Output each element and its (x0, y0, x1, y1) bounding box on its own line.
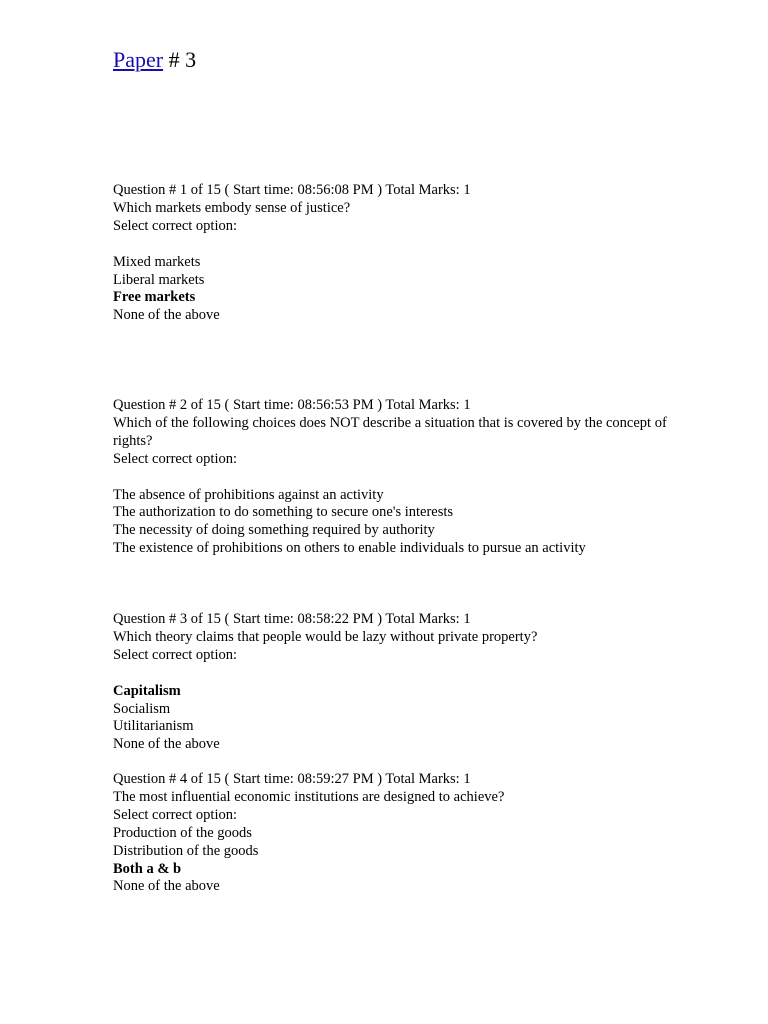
select-prompt: Select correct option: (113, 217, 238, 234)
option: Production of the goods (113, 824, 252, 841)
select-prompt: Select correct option: (113, 646, 238, 663)
option: Mixed markets (113, 253, 201, 270)
option: None of the above (113, 878, 220, 895)
paper-number: # 3 (163, 47, 197, 72)
option: The absence of prohibitions against an activity (113, 486, 384, 503)
question-text: Which theory claims that people would be lazy without private property? (113, 628, 538, 645)
option: Liberal markets (113, 271, 205, 288)
option-correct: Capitalism (113, 682, 181, 699)
select-prompt: Select correct option: (113, 806, 238, 823)
question-header: Question # 3 of 15 ( Start time: 08:58:22 PM ) Total Marks: 1 (113, 611, 471, 627)
spacer (113, 469, 673, 487)
option: Distribution of the goods (113, 842, 259, 859)
question-2 (113, 397, 673, 558)
question-header: Question # 2 of 15 ( Start time: 08:56:53 PM ) Total Marks: 1 (113, 397, 471, 413)
option-correct: Both a & b (113, 860, 182, 877)
question-3 (113, 611, 673, 754)
option: The authorization to do something to secure one's interests (113, 504, 454, 521)
option: The existence of prohibitions on others to enable individuals to pursue an activity (113, 540, 586, 557)
paper-link[interactable]: Paper (113, 47, 164, 72)
option: The necessity of doing something required by authority (113, 522, 435, 539)
page-title (113, 46, 196, 74)
option: Socialism (113, 700, 171, 717)
option: None of the above (113, 307, 220, 324)
spacer (113, 236, 673, 254)
option-correct: Free markets (113, 289, 196, 306)
spacer (113, 665, 673, 683)
question-header: Question # 4 of 15 ( Start time: 08:59:27 PM ) Total Marks: 1 (113, 771, 471, 787)
select-prompt: Select correct option: (113, 450, 238, 467)
question-text: Which of the following choices does NOT describe a situation that is covered by the concept of rights? (113, 414, 667, 449)
question-4 (113, 771, 673, 896)
question-text: The most influential economic institutions are designed to achieve? (113, 788, 505, 805)
question-text: Which markets embody sense of justice? (113, 199, 351, 216)
question-header: Question # 1 of 15 ( Start time: 08:56:08 PM ) Total Marks: 1 (113, 182, 471, 198)
option: Utilitarianism (113, 718, 194, 735)
question-1 (113, 182, 673, 325)
option: None of the above (113, 736, 220, 753)
